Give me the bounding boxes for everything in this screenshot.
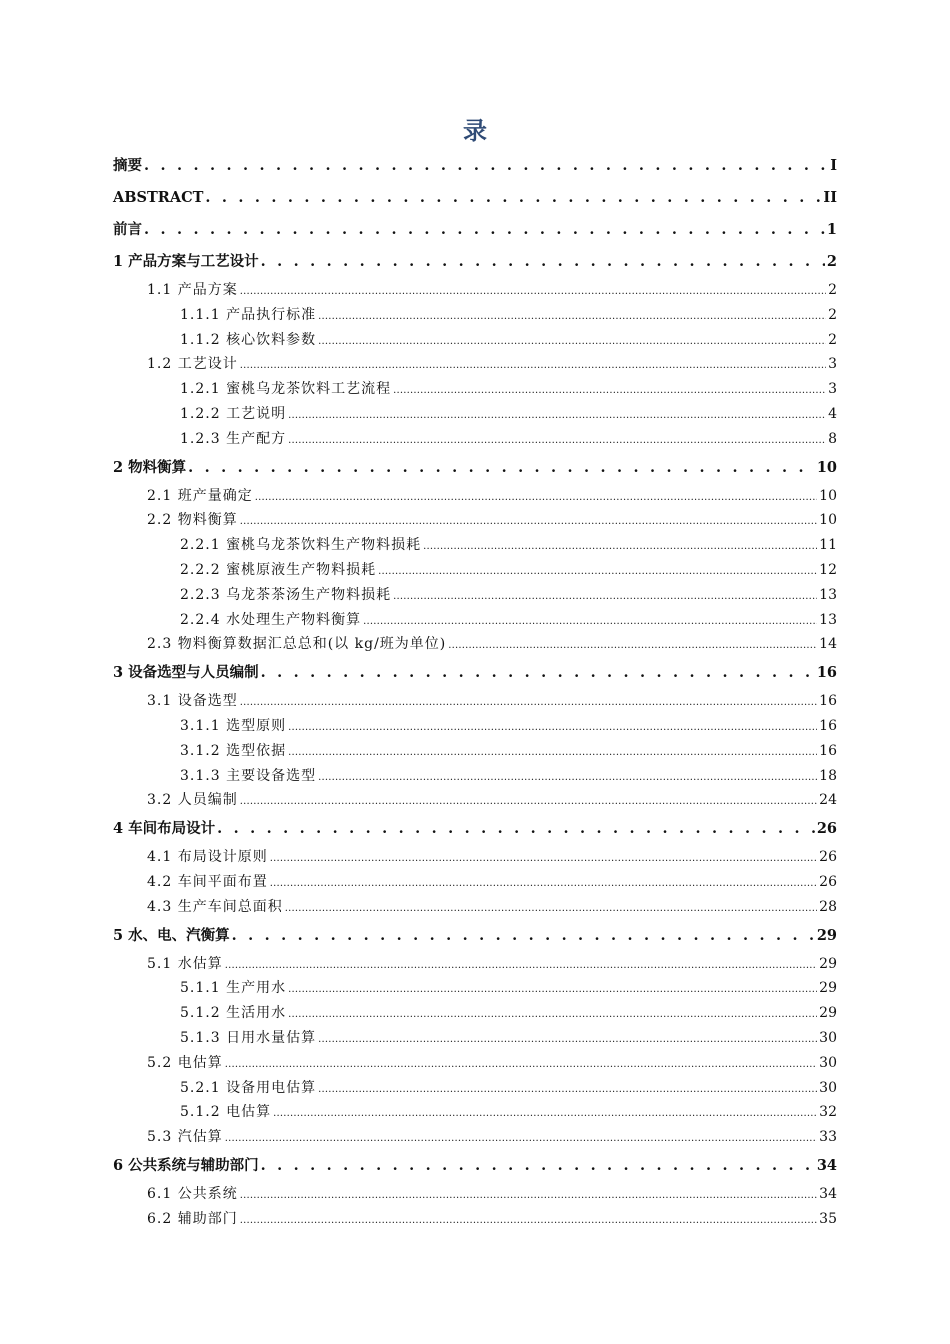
toc-entry-label: 3.1.3 主要设备选型 (180, 767, 317, 784)
toc-dot-leader (232, 920, 815, 952)
toc-entry[interactable] (113, 608, 837, 633)
toc-entry-page-number: 4 (828, 405, 837, 422)
toc-entry-label: 1 产品方案与工艺设计 (113, 253, 259, 270)
toc-entry-label: 2.2 物料衡算 (147, 512, 238, 529)
toc-entry-page-number: 30 (819, 1029, 837, 1046)
toc-entry-page-number: 13 (819, 586, 837, 603)
toc-entry-label: 1.2.1 蜜桃乌龙茶饮料工艺流程 (180, 381, 392, 398)
toc-entry-page-number: 10 (819, 512, 837, 529)
toc-entry-page-number: II (823, 189, 837, 206)
toc-entry[interactable] (113, 895, 837, 920)
toc-dot-leader (378, 560, 817, 585)
toc-entry-page-number: 29 (819, 1005, 837, 1022)
toc-entry-page-number: 2 (828, 282, 837, 298)
toc-entry-page-number: 12 (819, 561, 837, 578)
toc-entry-label: 2.1 班产量确定 (147, 487, 253, 504)
toc-entry[interactable] (113, 484, 837, 509)
toc-entry[interactable] (113, 976, 837, 1001)
toc-entry-page-number: 16 (819, 693, 837, 710)
toc-entry[interactable] (113, 739, 837, 764)
toc-entry-page-number: 29 (819, 955, 837, 972)
toc-entry-label: 1.1.1 产品执行标准 (180, 306, 317, 323)
toc-dot-leader (393, 379, 826, 404)
toc-entry-page-number: 30 (819, 1079, 837, 1096)
toc-entry-label: 5.3 汽估算 (147, 1129, 223, 1146)
toc-entry[interactable] (113, 1051, 837, 1076)
toc-entry-label: 摘要 (113, 157, 142, 174)
toc-dot-leader (261, 657, 815, 689)
toc-dot-leader (217, 813, 815, 845)
toc-entry[interactable] (113, 764, 837, 789)
toc-dot-leader (205, 182, 821, 214)
toc-entry[interactable] (113, 1076, 837, 1101)
toc-dot-leader (188, 452, 815, 484)
toc-entry-label: 2.3 物料衡算数据汇总总和(以 kg/班为单位) (147, 636, 447, 653)
toc-dot-leader (423, 535, 817, 560)
toc-dot-leader (318, 330, 826, 355)
toc-entry-label: 4.1 布局设计原则 (147, 849, 268, 866)
toc-entry-page-number: 32 (819, 1104, 837, 1121)
toc-dot-leader (240, 691, 817, 716)
toc-entry-label: 4.3 生产车间总面积 (147, 898, 283, 915)
table-of-contents (113, 150, 837, 1232)
toc-entry-page-number: 33 (819, 1129, 837, 1146)
toc-entry[interactable] (113, 558, 837, 583)
toc-entry[interactable] (113, 402, 837, 427)
toc-dot-leader (240, 354, 826, 379)
toc-entry-page-number: 35 (819, 1210, 837, 1227)
toc-entry-label: 5.1.3 日用水量估算 (180, 1029, 317, 1046)
toc-entry-page-number: 30 (819, 1054, 837, 1071)
toc-dot-leader (288, 741, 817, 766)
toc-dot-leader (288, 429, 826, 454)
toc-entry-label: 2.2.4 水处理生产物料衡算 (180, 611, 362, 628)
toc-entry-page-number: 18 (819, 767, 837, 784)
toc-entry-page-number: I (830, 157, 837, 174)
toc-entry-label: 3.2 人员编制 (147, 792, 238, 809)
toc-entry-page-number: 2 (828, 331, 837, 348)
toc-dot-leader (225, 1053, 817, 1078)
toc-entry-page-number: 28 (819, 898, 837, 915)
toc-entry-label: 4.2 车间平面布置 (147, 873, 268, 890)
toc-entry[interactable] (113, 377, 837, 402)
toc-entry-page-number: 1 (826, 221, 837, 238)
toc-entry[interactable] (113, 1125, 837, 1150)
toc-entry-label: 6.1 公共系统 (147, 1185, 238, 1202)
toc-entry[interactable] (113, 1026, 837, 1051)
toc-entry-label: 3.1.1 选型原则 (180, 717, 287, 734)
toc-entry-label: 6.2 辅助部门 (147, 1210, 238, 1227)
toc-entry-label: 2.2.3 乌龙茶茶汤生产物料损耗 (180, 586, 392, 603)
toc-dot-leader (288, 1003, 817, 1028)
toc-entry[interactable] (113, 632, 837, 657)
toc-entry-page-number: 29 (819, 980, 837, 997)
toc-entry-page-number: 34 (816, 1156, 837, 1174)
toc-entry[interactable] (113, 657, 837, 689)
toc-dot-leader (448, 634, 817, 659)
toc-entry[interactable] (113, 150, 837, 182)
toc-dot-leader (225, 1127, 817, 1152)
toc-entry-label: 6 公共系统与辅助部门 (113, 1156, 259, 1174)
toc-entry[interactable] (113, 427, 837, 452)
toc-entry-label: 3 设备选型与人员编制 (113, 664, 259, 682)
toc-entry-label: 1.2.2 工艺说明 (180, 405, 287, 422)
toc-dot-leader (285, 897, 817, 922)
toc-entry-label: 5 水、电、汽衡算 (113, 926, 230, 944)
toc-dot-leader (393, 585, 817, 610)
toc-entry-page-number: 29 (816, 926, 837, 944)
toc-dot-leader (288, 716, 817, 741)
toc-entry[interactable] (113, 452, 837, 484)
toc-dot-leader (270, 847, 817, 872)
toc-dot-leader (273, 1102, 817, 1127)
toc-entry[interactable] (113, 920, 837, 952)
toc-entry[interactable] (113, 583, 837, 608)
toc-entry-label: 1.2 工艺设计 (147, 356, 238, 373)
toc-dot-leader (225, 954, 817, 979)
toc-entry[interactable] (113, 813, 837, 845)
toc-dot-leader (144, 150, 828, 182)
toc-entry[interactable] (113, 1207, 837, 1232)
toc-entry[interactable] (113, 214, 837, 246)
toc-dot-leader (363, 610, 817, 635)
toc-entry[interactable] (113, 1100, 837, 1125)
toc-entry[interactable] (113, 278, 837, 303)
toc-entry-label: ABSTRACT (113, 189, 204, 206)
toc-entry[interactable] (113, 870, 837, 895)
toc-entry[interactable] (113, 328, 837, 353)
toc-entry-page-number: 13 (819, 611, 837, 628)
toc-dot-leader (318, 766, 817, 791)
toc-entry[interactable] (113, 508, 837, 533)
toc-entry-label: 1.1 产品方案 (147, 282, 238, 298)
toc-entry-page-number: 10 (819, 487, 837, 504)
toc-dot-leader (261, 1150, 815, 1182)
toc-dot-leader (288, 978, 817, 1003)
toc-entry-page-number: 2 (828, 306, 837, 323)
toc-entry-page-number: 16 (816, 664, 837, 682)
toc-entry[interactable] (113, 689, 837, 714)
toc-dot-leader (240, 1184, 817, 1209)
toc-entry[interactable] (113, 1150, 837, 1182)
toc-dot-leader (240, 510, 817, 535)
toc-entry-label: 4 车间布局设计 (113, 820, 216, 838)
toc-entry-label: 5.2.1 设备用电估算 (180, 1079, 317, 1096)
toc-entry-label: 5.1.1 生产用水 (180, 980, 287, 997)
toc-entry[interactable] (113, 952, 837, 977)
toc-entry-label: 3.1 设备选型 (147, 693, 238, 710)
toc-entry[interactable] (113, 788, 837, 813)
toc-dot-leader (240, 1209, 817, 1234)
toc-entry-label: 前言 (113, 221, 142, 238)
toc-dot-leader (144, 214, 825, 246)
toc-entry-label: 1.1.2 核心饮料参数 (180, 331, 317, 348)
toc-entry[interactable] (113, 352, 837, 377)
toc-dot-leader (318, 1028, 817, 1053)
toc-entry-page-number: 11 (819, 537, 837, 554)
toc-dot-leader (318, 1078, 817, 1103)
toc-entry-label: 1.2.3 生产配方 (180, 430, 287, 447)
toc-entry-page-number: 3 (828, 356, 837, 373)
toc-entry[interactable] (113, 1001, 837, 1026)
toc-entry-page-number: 26 (816, 820, 837, 838)
toc-entry[interactable] (113, 533, 837, 558)
toc-entry[interactable] (113, 303, 837, 328)
toc-entry-page-number: 26 (819, 873, 837, 890)
toc-entry-label: 3.1.2 选型依据 (180, 742, 287, 759)
toc-dot-leader (240, 280, 826, 305)
toc-entry[interactable] (113, 1182, 837, 1207)
toc-entry[interactable] (113, 246, 837, 278)
toc-entry-label: 2.2.2 蜜桃原液生产物料损耗 (180, 561, 377, 578)
toc-title: 录 (463, 117, 487, 145)
toc-entry[interactable] (113, 845, 837, 870)
toc-entry-page-number: 8 (828, 430, 837, 447)
toc-entry-page-number: 16 (819, 742, 837, 759)
toc-dot-leader (255, 486, 817, 511)
toc-entry-label: 2 物料衡算 (113, 458, 187, 476)
toc-dot-leader (261, 246, 825, 278)
toc-entry-page-number: 2 (826, 253, 837, 270)
toc-entry-label: 5.1 水估算 (147, 955, 223, 972)
toc-entry[interactable] (113, 182, 837, 214)
toc-dot-leader (270, 872, 817, 897)
toc-dot-leader (318, 305, 826, 330)
toc-entry-page-number: 26 (819, 849, 837, 866)
toc-entry-page-number: 24 (819, 792, 837, 809)
toc-dot-leader (288, 404, 826, 429)
toc-entry-page-number: 14 (819, 636, 837, 653)
toc-entry-label: 5.1.2 电估算 (180, 1104, 272, 1121)
toc-entry-page-number: 34 (819, 1185, 837, 1202)
toc-entry[interactable] (113, 714, 837, 739)
toc-entry-label: 2.2.1 蜜桃乌龙茶饮料生产物料损耗 (180, 537, 422, 554)
toc-entry-page-number: 10 (816, 458, 837, 476)
toc-dot-leader (240, 790, 817, 815)
toc-entry-page-number: 16 (819, 717, 837, 734)
toc-entry-label: 5.1.2 生活用水 (180, 1005, 287, 1022)
toc-entry-page-number: 3 (828, 381, 837, 398)
toc-entry-label: 5.2 电估算 (147, 1054, 223, 1071)
